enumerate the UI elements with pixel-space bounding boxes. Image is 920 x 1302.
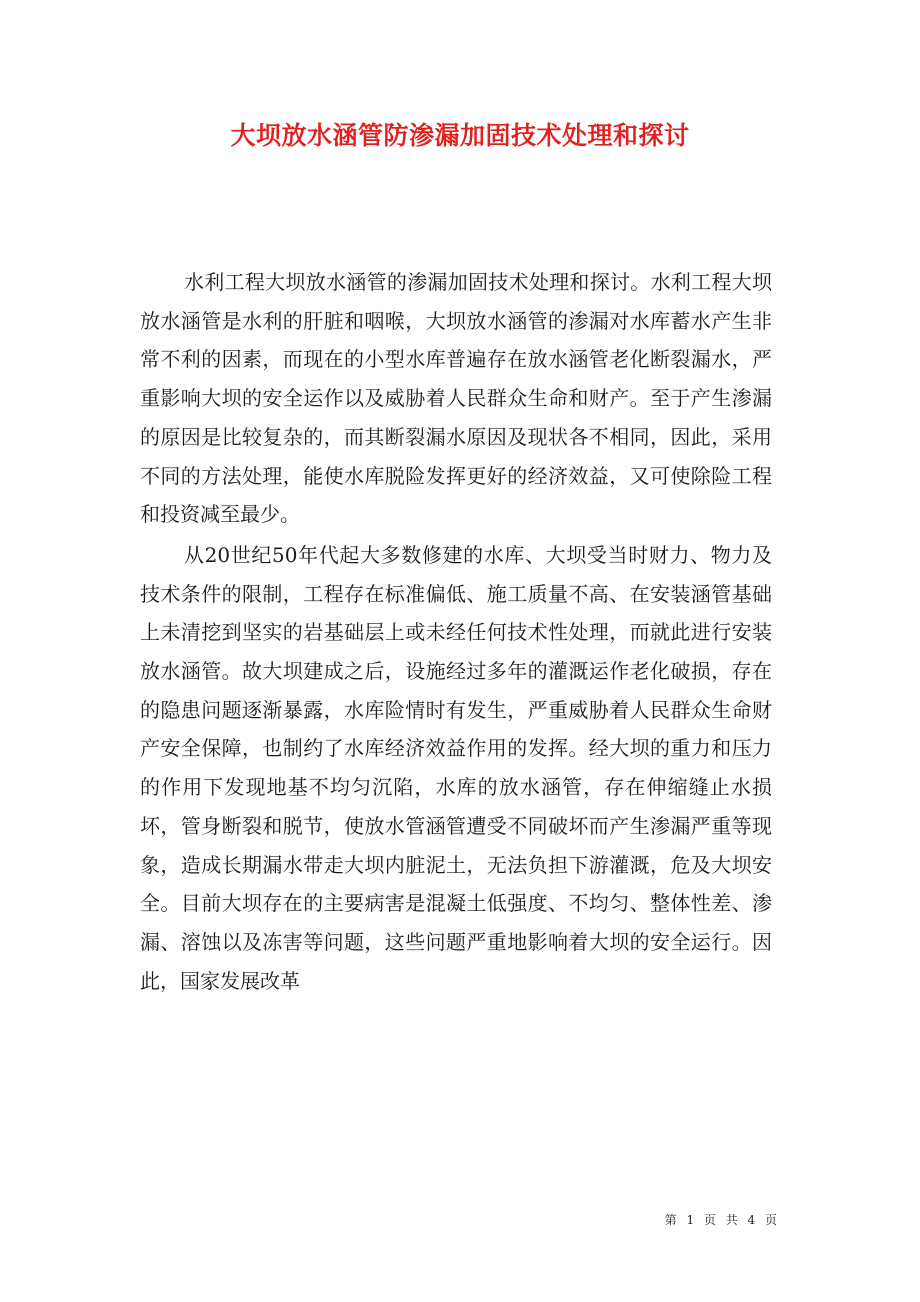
document-title: 大坝放水涵管防渗漏加固技术处理和探讨: [230, 121, 690, 150]
page-number: 第 1 页 共 4 页: [664, 1213, 780, 1227]
paragraph-2: 从20世纪50年代起大多数修建的水库、大坝受当时财力、物力及技术条件的限制，工程存在标准偏低、施工质量不高、在安装涵管基础上未清挖到坚实的岩基础层上或未经任何技术性处理，而就此进行安装放水涵管。故大坝建成之后，设施经过多年的灌溉运作老化破损，存在的隐患问题逐渐暴露，水库险情时有发生，严重威胁着人民群众生命财产安全保障，也制约了水库经济效益作用的发挥。经大坝的重力和压力的作用下发现地基不均匀沉陷，水库的放水涵管，存在伸缩缝止水损坏，管身断裂和脱节，使放水管涵管遭受不同破坏而产生渗漏严重等现象，造成长期漏水带走大坝内脏泥土，无法负担下游灌溉，危及大坝安全。目前大坝存在的主要病害是混凝土低强度、不均匀、整体性差、渗漏、溶蚀以及冻害等问题，这些问题严重地影响着大坝的安全运行。因此，国家发展改革: [140, 542, 772, 993]
paragraph-1: 水利工程大坝放水涵管的渗漏加固技术处理和探讨。水利工程大坝放水涵管是水利的肝脏和咽喉，大坝放水涵管的渗漏对水库蓄水产生非常不利的因素，而现在的小型水库普遍存在放水涵管老化断裂漏水，严重影响大坝的安全运作以及威胁着人民群众生命和财产。至于产生渗漏的原因是比较复杂的，而其断裂漏水原因及现状各不相同，因此，采用不同的方法处理，能使水库脱险发挥更好的经济效益，又可使除险工程和投资减至最少。: [140, 270, 772, 527]
document-body: [140, 263, 772, 1002]
